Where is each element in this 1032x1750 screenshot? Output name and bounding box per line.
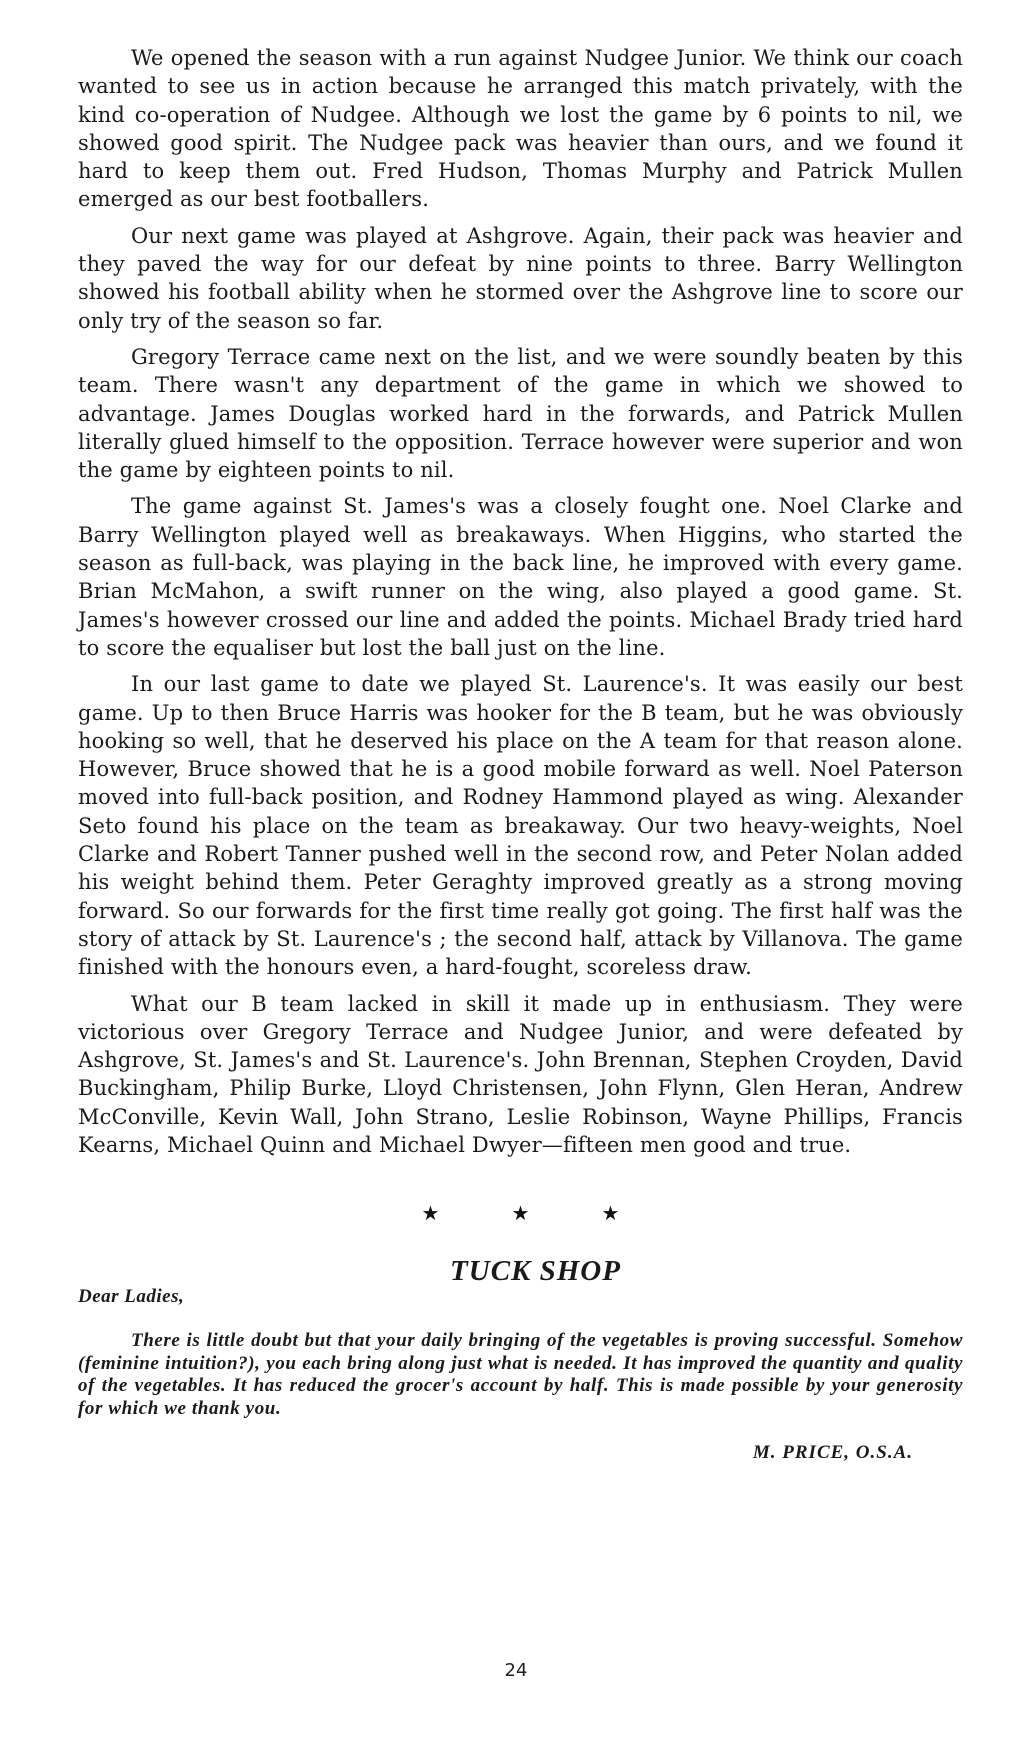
report-paragraph-3: Gregory Terrace came next on the list, and we were soundly beaten by this team. There wasn't any department of the game in which we showed to advantage. James Douglas worked hard in the forwards, and Patrick Mullen literally glued himself to the opposition. Terrace however were superior and won the game by eighteen points to nil. [78,344,963,483]
star-icon: ★ [511,1201,530,1226]
letter-salutation: Dear Ladies, [78,1286,185,1308]
page-number: 24 [504,1660,528,1681]
report-paragraph-1: We opened the season with a run against Nudgee Junior. We think our coach wanted to see us in action because he arranged this match privately, with the kind co-operation of Nudgee. Although we lost the game by 6 points to nil, we showed good spirit. The Nudgee pack was heavier than ours, and we found it hard to keep them out. Fred Hudson, Thomas Murphy and Patrick Mullen emerged as our best footballers. [78,46,963,212]
report-paragraph-5: In our last game to date we played St. Laurence's. It was easily our best game. Up to then Bruce Harris was hooker for the B team, but he was obviously hooking so well, that he deserved his place on the A team for that reason alone. However, Bruce showed that he is a good mobile forward as well. Noel Paterson moved into full-back position, and Rodney Hammond played as wing. Alexander Seto found his place on the team as breakaway. Our two heavy-weights, Noel Clarke and Robert Tanner pushed well in the second row, and Peter Nolan added his weight behind them. Peter Geraghty improved greatly as a strong moving forward. So our forwards for the first time really got going. The first half was the story of attack by St. Laurence's ; the second half, attack by Villanova. The game finished with the honours even, a hard-fought, scoreless draw. [78,672,963,980]
letter-body: There is little doubt but that your daily bringing of the vegetables is proving successful. Somehow (feminine intuition?), you each bring along just what is needed. It has improved the quantity and quality of the vegetables. It has reduced the grocer's account by half. This is made possible by your generosity for which we thank you. [78,1330,963,1419]
report-paragraph-6: What our B team lacked in skill it made up in enthusiasm. They were victorious over Gregory Terrace and Nudgee Junior, and were defeated by Ashgrove, St. James's and St. Laurence's. John Brennan, Stephen Croyden, David Buckingham, Philip Burke, Lloyd Christensen, John Flynn, Glen Heran, Andrew McConville, Kevin Wall, John Strano, Leslie Robinson, Wayne Phillips, Francis Kearns, Michael Quinn and Michael Dwyer—fifteen men good and true. [78,991,963,1157]
section-divider [78,1201,963,1225]
star-icon: ★ [601,1201,620,1226]
letter-signature: M. PRICE, O.S.A. [752,1442,913,1464]
report-paragraph-2: Our next game was played at Ashgrove. Again, their pack was heavier and they paved the way for our defeat by nine points to three. Barry Wellington showed his football ability when he stormed over the Ashgrove line to score our only try of the season so far. [78,223,963,333]
tuck-shop-title: TUCK SHOP [450,1255,621,1288]
report-paragraph-4: The game against St. James's was a closely fought one. Noel Clarke and Barry Wellington played well as breakaways. When Higgins, who started the season as full-back, was playing in the back line, he improved with every game. Brian McMahon, a swift runner on the wing, also played a good game. St. James's however crossed our line and added the points. Michael Brady tried hard to score the equaliser but lost the ball just on the line. [78,494,963,660]
star-icon: ★ [421,1201,440,1226]
document-page [78,44,963,1464]
football-report [78,44,963,1159]
